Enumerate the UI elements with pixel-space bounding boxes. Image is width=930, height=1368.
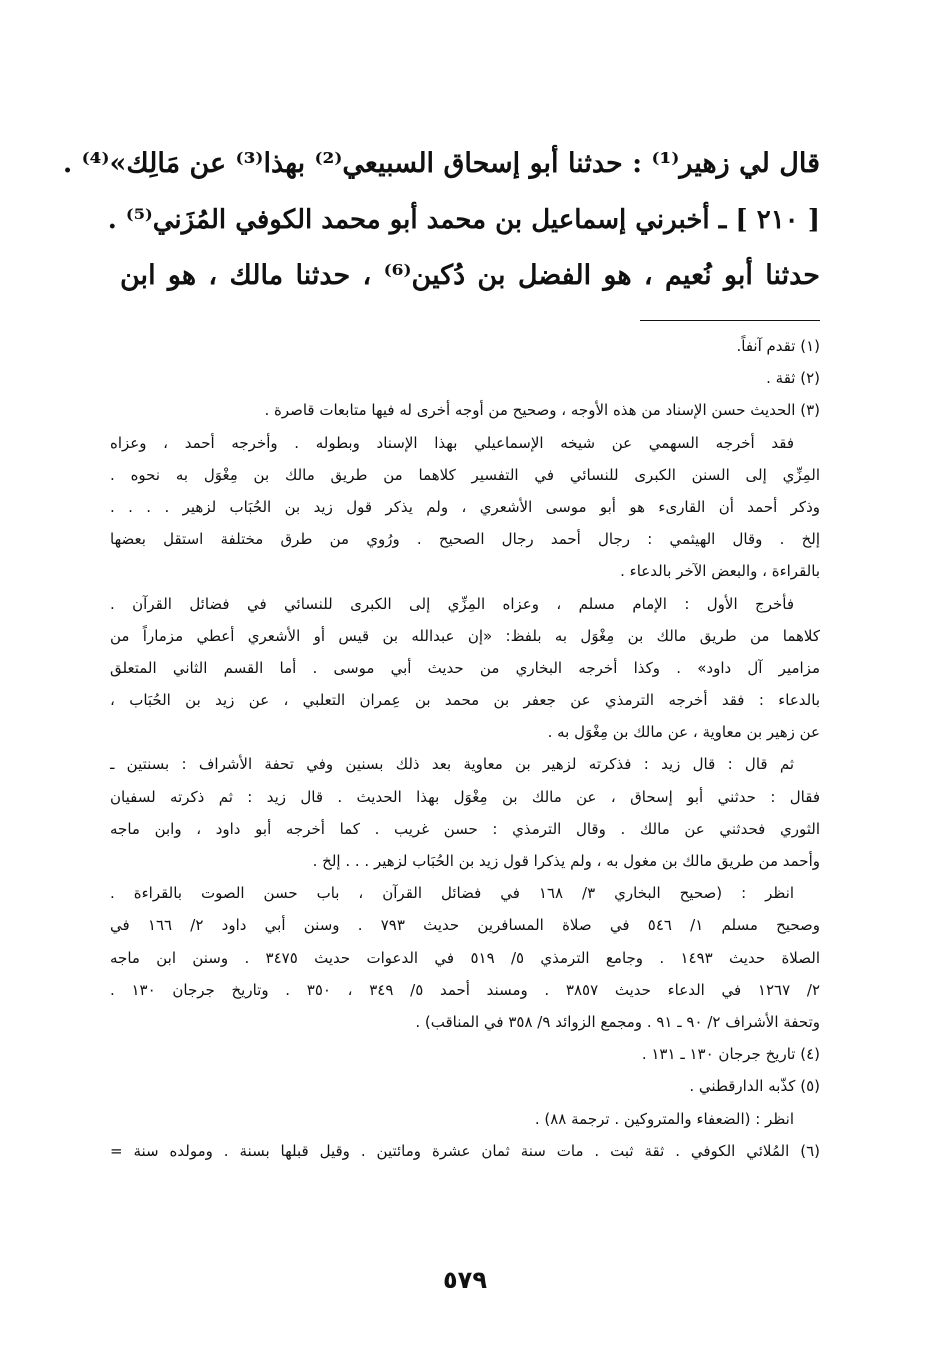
main-text-block xyxy=(62,140,820,300)
footnote-4: (٤) تاريخ جرجان ١٣٠ ـ ١٣١ . xyxy=(641,1045,820,1064)
footnote-line: الثوري فحدثني عن مالك . وقال الترمذي : حسن غريب . كما أخرجه أبو داود ، وابن ماجه xyxy=(110,819,820,838)
page-number: ٥٧٩ xyxy=(443,1266,487,1294)
footnote-line: فقال : حدثني أبو إسحاق ، عن مالك بن مِغْوَل بهذا الحديث . قال زيد : ثم ذكرته لسفيان xyxy=(110,787,820,806)
footnote-separator-rule xyxy=(640,320,820,321)
footnote-line: المِزِّي إلى السنن الكبرى للنسائي في التفسير كلاهما من طريق مالك بن مِغْوَل به نحوه . xyxy=(110,465,820,484)
footnote-3: (٣) الحديث حسن الإسناد من هذه الأوجه ، وصحيح من أوجه أخرى له فيها متابعات قاصرة . xyxy=(264,401,820,420)
footnote-line: كلاهما من طريق مالك بن مِغْوَل به بلفظ: «إن عبدالله بن قيس أو الأشعري أعطي مزماراً من xyxy=(110,626,820,645)
footnotes-block xyxy=(110,330,820,1167)
footnote-2: (٢) ثقة . xyxy=(766,369,820,388)
footnote-line: الصلاة حديث ١٤٩٣ . وجامع الترمذي ٥/ ٥١٩ في الدعوات حديث ٣٤٧٥ . وسنن ابن ماجه xyxy=(110,948,820,967)
main-text-line-3: حدثنا أبو نُعيم ، هو الفضل بن دُكين⁽⁶⁾ ، حدثنا مالك ، هو ابن xyxy=(120,260,820,291)
footnote-line: بالدعاء : فقد أخرجه الترمذي عن جعفر بن محمد بن عِمران التعلبي ، عن زيد بن الحُبَاب ، xyxy=(110,691,820,710)
footnote-line: وذكر أحمد أن القارىء هو أبو موسى الأشعري ، ولم يذكر قول زيد بن الحُبَاب لزهير . . . . xyxy=(110,497,820,516)
footnote-line: إلخ . وقال الهيثمي : رجال أحمد رجال الصحيح . ورُوي من طرق مختلفة استقل بعضها xyxy=(110,530,820,549)
footnote-line: فقد أخرجه السهمي عن شيخه الإسماعيلي بهذا الإسناد وبطوله . وأخرجه أحمد ، وعزاه xyxy=(110,433,794,452)
footnote-line: بالقراءة ، والبعض الآخر بالدعاء . xyxy=(620,562,820,581)
footnote-line: عن زهير بن معاوية ، عن مالك بن مِغْوَل به . xyxy=(547,723,820,742)
footnote-line: وتحفة الأشراف ٢/ ٩٠ ـ ٩١ . ومجمع الزوائد ٩/ ٣٥٨ في المناقب) . xyxy=(415,1012,820,1031)
footnote-line: وصحيح مسلم ١/ ٥٤٦ في صلاة المسافرين حديث ٧٩٣ . وسنن أبي داود ٢/ ١٦٦ في xyxy=(110,916,820,935)
footnote-6: (٦) المُلائي الكوفي . ثقة ثبت . مات سنة ثمان عشرة ومائتين . وقيل قبلها بسنة . ومولده سنة = xyxy=(110,1141,820,1160)
footnote-line: مزامير آل داود» . وكذا أخرجه البخاري من حديث أبي موسى . أما القسم الثاني المتعلق xyxy=(110,658,820,677)
footnote-line: ثم قال : قال زيد : فذكرته لزهير بن معاوية بعد ذلك بسنين وفي تحفة الأشراف : بسنتين ـ xyxy=(110,755,794,774)
footnote-1: (١) تقدم آنفاً. xyxy=(736,337,820,355)
hadith-heading-210: [ ٢١٠ ] ـ أخبرني إسماعيل بن محمد أبو محمد الكوفي المُزَني⁽⁵⁾ . xyxy=(107,205,820,235)
footnote-line: ٢/ ١٢٦٧ في الدعاء حديث ٣٨٥٧ . ومسند أحمد ٥/ ٣٤٩ ، ٣٥٠ . وتاريخ جرجان ١٣٠ . xyxy=(110,980,820,999)
footnote-5: (٥) كذّبه الدارقطني . xyxy=(689,1077,820,1096)
footnote-line: فأخرج الأول : الإمام مسلم ، وعزاه المِزِّي إلى الكبرى للنسائي في فضائل القرآن . xyxy=(110,594,794,613)
footnote-line: انظر : (صحيح البخاري ٣/ ١٦٨ في فضائل القرآن ، باب حسن الصوت بالقراءة . xyxy=(110,884,795,903)
main-text-line-1: قال لي زهير⁽¹⁾ : حدثنا أبو إسحاق السبيعي⁽²⁾ بهذا⁽³⁾ عن مَالِك»⁽⁴⁾ . xyxy=(62,148,820,179)
footnote-line: وأحمد من طريق مالك بن مغول به ، ولم يذكرا قول زيد بن الحُبَاب لزهير . . . إلخ . xyxy=(312,852,820,870)
footnote-line: انظر : (الضعفاء والمتروكين . ترجمة ٨٨) . xyxy=(534,1109,794,1128)
